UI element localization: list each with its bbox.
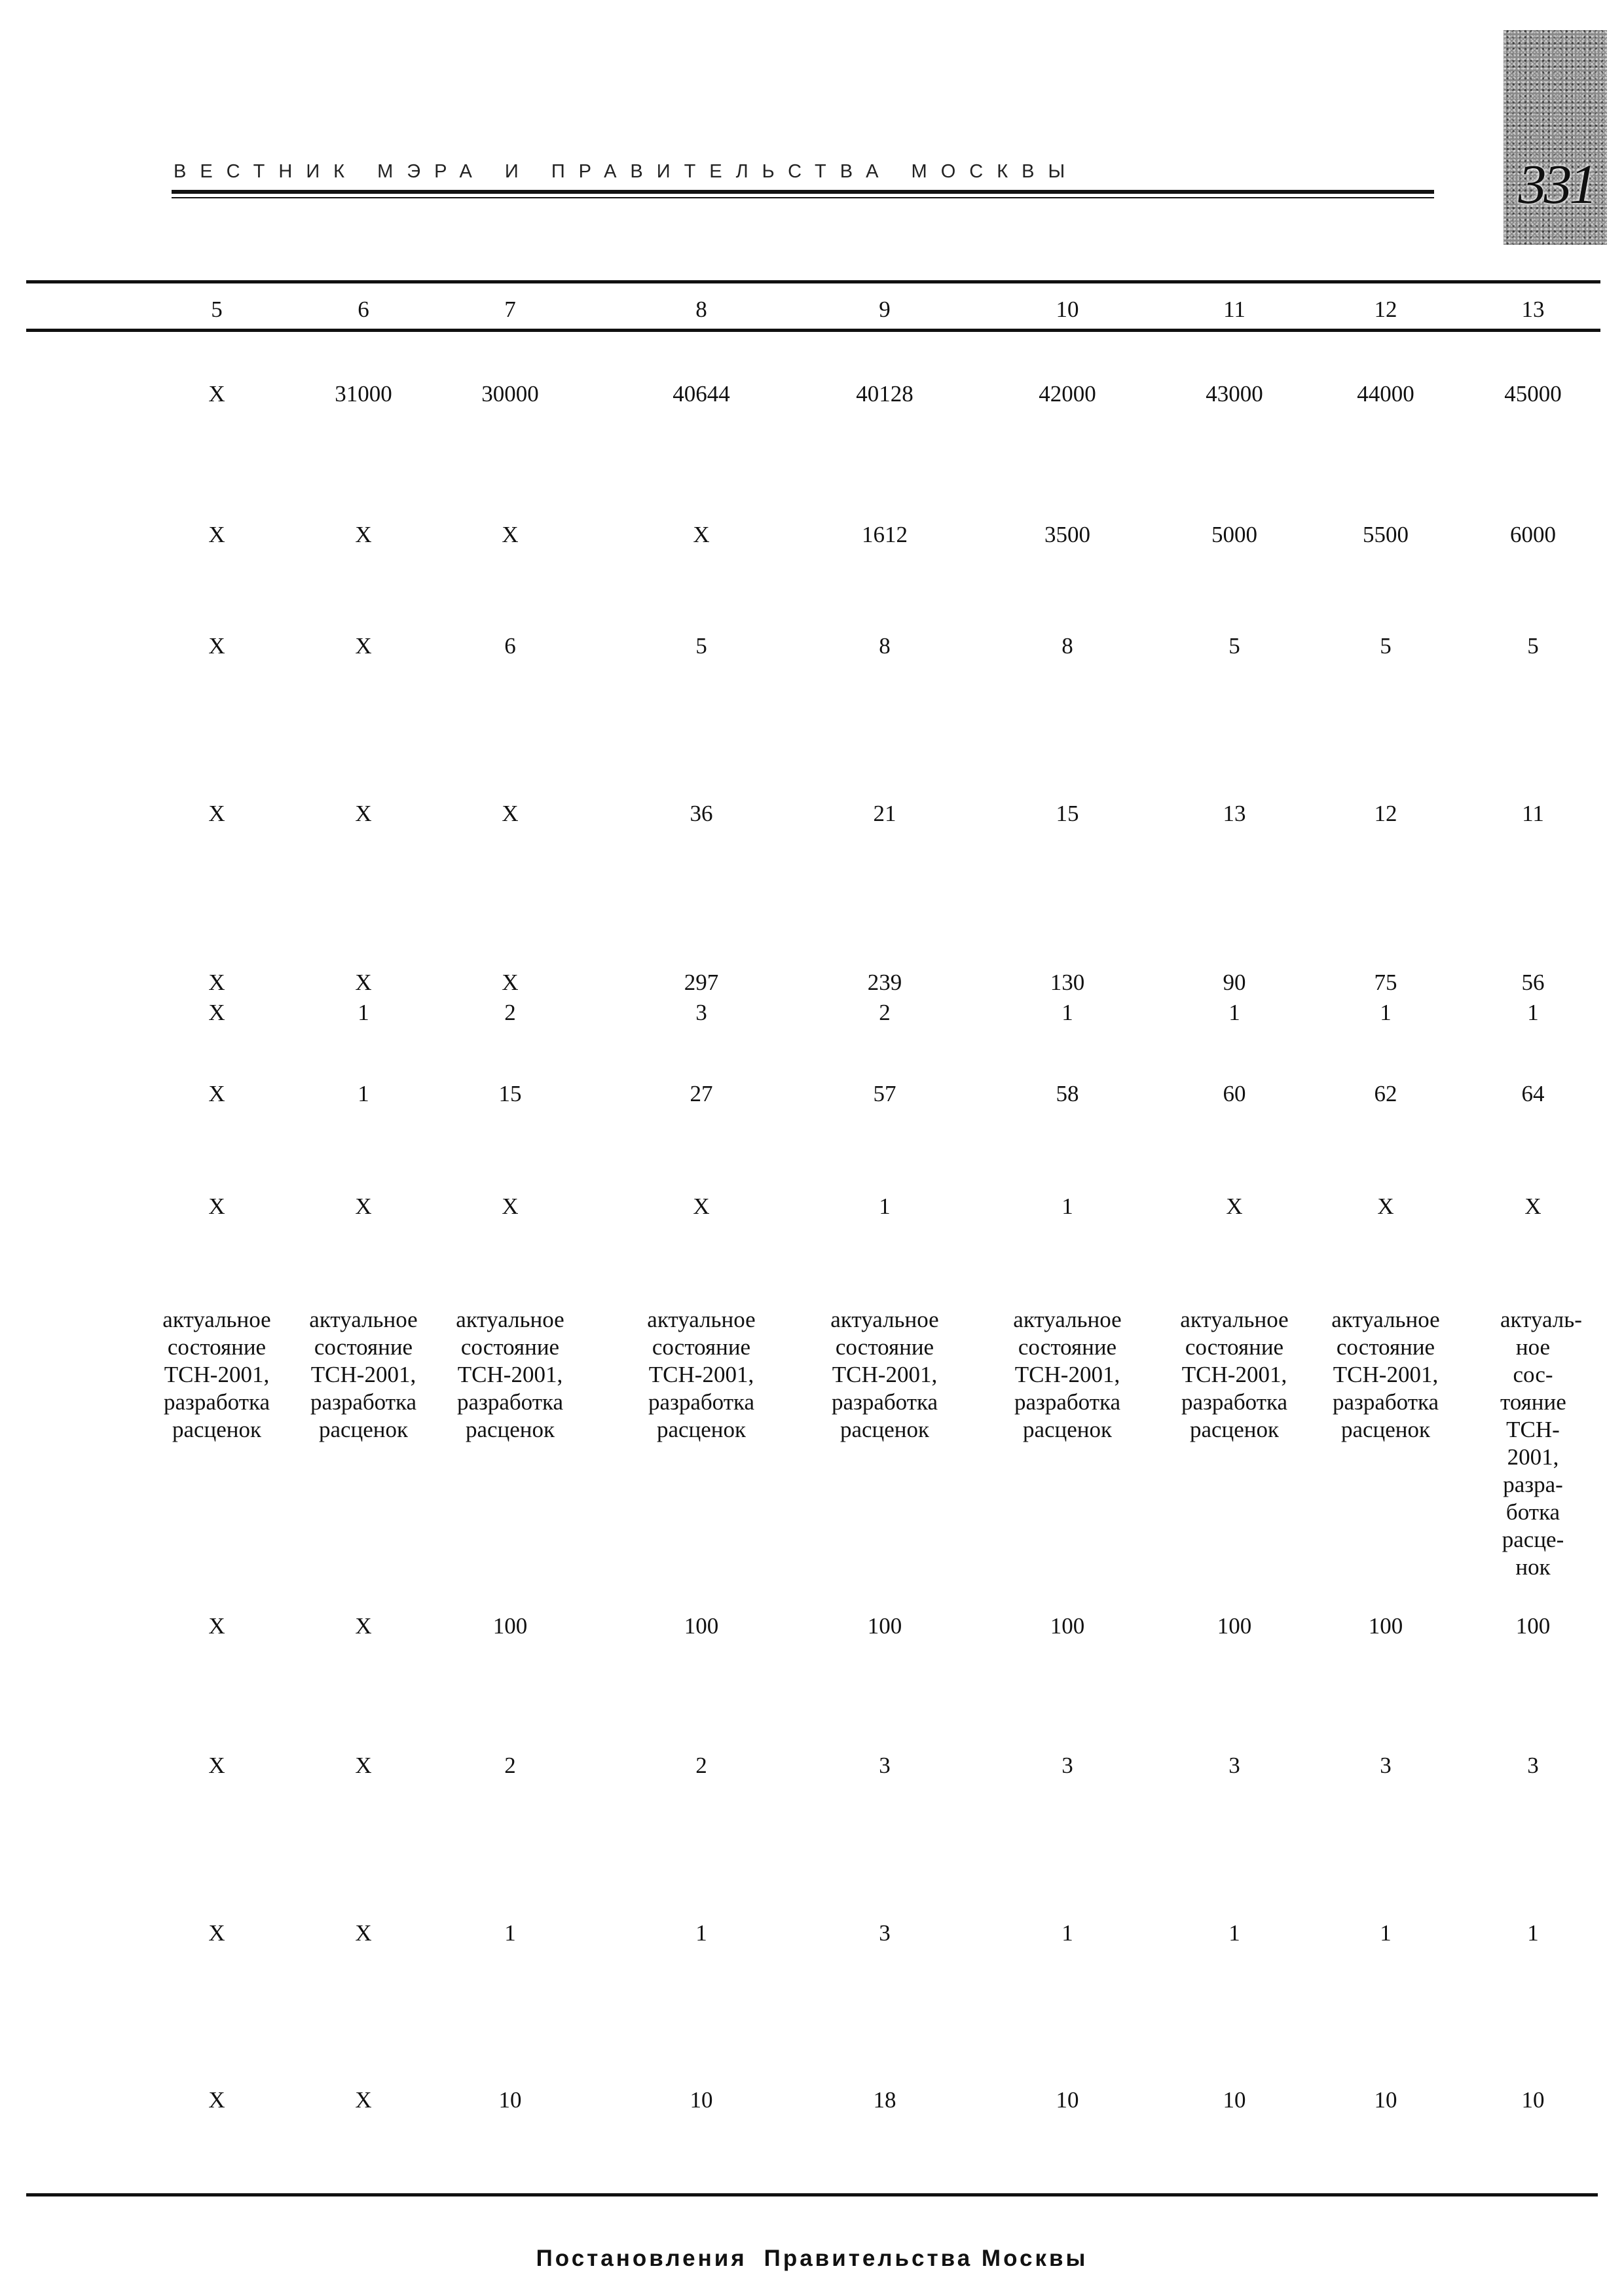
table-cell: 15 [1056, 801, 1079, 826]
table-cell: 100 [1217, 1613, 1252, 1639]
table-cell: 1 [1061, 1000, 1073, 1025]
table-cell: 5 [1228, 633, 1240, 659]
table-cell: 40128 [856, 381, 913, 407]
table-cell: 1 [504, 1920, 516, 1946]
table-cell-text: актуальное состояние ТСН-2001, разработка расценок [162, 1307, 271, 1442]
table-cell-text: актуальное состояние ТСН-2001, разработка расценок [309, 1307, 418, 1442]
table-cell: 90 [1223, 970, 1246, 995]
column-header: 10 [1056, 297, 1079, 322]
table-cell: Х [208, 1194, 225, 1219]
table-cell: 57 [873, 1081, 896, 1106]
table-cell: 2 [695, 1753, 707, 1778]
header-rule-thin [172, 197, 1434, 198]
table-cell: 5 [695, 633, 707, 659]
table-cell: 3 [879, 1920, 891, 1946]
table-cell: 100 [1515, 1613, 1551, 1639]
table-cell: Х [355, 1613, 372, 1639]
running-head: ВЕСТНИК МЭРА И ПРАВИТЕЛЬСТВА МОСКВЫ [174, 161, 1079, 182]
table-cell: 1 [1228, 1000, 1240, 1025]
table-cell: 1 [358, 1081, 369, 1106]
table-cell: 2 [504, 1000, 516, 1025]
table-cell: 13 [1223, 801, 1246, 826]
table-cell-text: актуальное состояние ТСН-2001, разработка расценок [830, 1307, 939, 1442]
table-cell-text: актуальное состояние ТСН-2001, разработка расценок [456, 1307, 564, 1442]
table-cell: Х [208, 1613, 225, 1639]
table-cell: 10 [1374, 2087, 1397, 2113]
table-cell: Х [355, 633, 372, 659]
table-cell: Х [693, 522, 710, 547]
table-cell: 3 [695, 1000, 707, 1025]
table-cell: Х [355, 1194, 372, 1219]
table-cell: 43000 [1206, 381, 1263, 407]
table-cell: Х [502, 801, 519, 826]
table-cell: 2 [879, 1000, 891, 1025]
table-cell: 21 [873, 801, 896, 826]
page-number: 331 [1518, 153, 1595, 215]
footer-title-left: Постановления [536, 2246, 747, 2271]
table-cell: 1 [358, 1000, 369, 1025]
table-cell: Х [355, 1753, 372, 1778]
footer-section-title [0, 2246, 1624, 2272]
column-header: 12 [1374, 297, 1397, 322]
table-cell: Х [502, 522, 519, 547]
table-cell-text: актуаль- ное сос- тояние ТСН- 2001, разра- ботка расце- нок [1500, 1307, 1582, 1580]
column-header: 13 [1521, 297, 1545, 322]
table-cell-text: актуальное состояние ТСН-2001, разработка расценок [1180, 1307, 1289, 1442]
footer-title-right: Правительства Москвы [764, 2246, 1088, 2271]
table-cell: 1 [1527, 1000, 1539, 1025]
table-cell: 10 [498, 2087, 522, 2113]
table-cell: 27 [690, 1081, 713, 1106]
table-cell: Х [502, 1194, 519, 1219]
table-cell-text: актуальное состояние ТСН-2001, разработка расценок [1013, 1307, 1122, 1442]
table-cell: 44000 [1357, 381, 1414, 407]
table-cell: 40644 [673, 381, 730, 407]
table-cell-text: актуальное состояние ТСН-2001, разработка расценок [647, 1307, 756, 1442]
table-cell: Х [208, 801, 225, 826]
table-cell: 100 [1368, 1613, 1403, 1639]
table-cell: 64 [1521, 1081, 1545, 1106]
table-cell: 58 [1056, 1081, 1079, 1106]
table-cell: 10 [1223, 2087, 1246, 2113]
table-cell: 100 [867, 1613, 902, 1639]
table-cell: Х [208, 633, 225, 659]
table-cell: 10 [1521, 2087, 1545, 2113]
table-cell: 5 [1380, 633, 1392, 659]
table-cell: 1612 [862, 522, 908, 547]
table-cell: 3 [879, 1753, 891, 1778]
table-cell: Х [208, 1081, 225, 1106]
column-header: 8 [695, 297, 707, 322]
table-cell: Х [208, 381, 225, 407]
table-cell-text: актуальное состояние ТСН-2001, разработка расценок [1331, 1307, 1440, 1442]
table-cell: 10 [690, 2087, 713, 2113]
table-cell: 239 [867, 970, 902, 995]
table-cell: 3 [1228, 1753, 1240, 1778]
table-cell: 30000 [481, 381, 539, 407]
table-cell: 15 [498, 1081, 522, 1106]
table-cell: 12 [1374, 801, 1397, 826]
table-cell: 31000 [335, 381, 392, 407]
table-cell: 1 [1380, 1920, 1392, 1946]
table-cell: 42000 [1039, 381, 1096, 407]
table-cell: 62 [1374, 1081, 1397, 1106]
table-cell: Х [208, 1753, 225, 1778]
table-cell: 56 [1521, 970, 1545, 995]
table-cell: 3 [1380, 1753, 1392, 1778]
table-cell: 36 [690, 801, 713, 826]
table-cell: 45000 [1504, 381, 1562, 407]
table-cell: 3 [1527, 1753, 1539, 1778]
table-cell: 100 [1050, 1613, 1085, 1639]
table-cell: 5 [1527, 633, 1539, 659]
table-cell: Х [1377, 1194, 1394, 1219]
column-header: 5 [211, 297, 223, 322]
table-cell: 1 [695, 1920, 707, 1946]
table-cell: 60 [1223, 1081, 1246, 1106]
table-cell: 75 [1374, 970, 1397, 995]
table-header-rule [26, 329, 1600, 332]
table-cell: Х [208, 1000, 225, 1025]
table-cell: Х [355, 970, 372, 995]
table-cell: 297 [684, 970, 719, 995]
table-cell: 1 [1061, 1194, 1073, 1219]
table-cell: Х [208, 522, 225, 547]
table-cell: Х [502, 970, 519, 995]
table-cell: 10 [1056, 2087, 1079, 2113]
table-cell: Х [693, 1194, 710, 1219]
table-cell: 2 [504, 1753, 516, 1778]
table-cell: Х [355, 2087, 372, 2113]
table-cell: Х [208, 1920, 225, 1946]
table-cell: 18 [873, 2087, 896, 2113]
table-cell: Х [208, 970, 225, 995]
table-cell: 8 [879, 633, 891, 659]
table-cell: 6000 [1510, 522, 1556, 547]
table-cell: 8 [1061, 633, 1073, 659]
table-bottom-rule [26, 2193, 1598, 2196]
header-rule-thick [172, 190, 1434, 194]
table-cell: 11 [1522, 801, 1544, 826]
table-cell: 5500 [1363, 522, 1409, 547]
table-cell: 100 [492, 1613, 528, 1639]
table-cell: Х [1524, 1194, 1541, 1219]
table-cell: 100 [684, 1613, 719, 1639]
table-cell: 5000 [1211, 522, 1257, 547]
table-cell: 1 [879, 1194, 891, 1219]
table-cell: 1 [1061, 1920, 1073, 1946]
table-top-rule [26, 280, 1600, 283]
table-cell: Х [208, 2087, 225, 2113]
column-header: 7 [504, 297, 516, 322]
table-cell: Х [1226, 1194, 1243, 1219]
table-cell: 3 [1061, 1753, 1073, 1778]
column-header: 6 [358, 297, 369, 322]
column-header: 11 [1223, 297, 1246, 322]
table-cell: 1 [1228, 1920, 1240, 1946]
table-cell: 6 [504, 633, 516, 659]
table-cell: Х [355, 801, 372, 826]
table-cell: 1 [1380, 1000, 1392, 1025]
table-cell: Х [355, 1920, 372, 1946]
column-header: 9 [879, 297, 891, 322]
table-cell: 1 [1527, 1920, 1539, 1946]
table-cell: 130 [1050, 970, 1085, 995]
table-cell: 3500 [1044, 522, 1090, 547]
table-cell: Х [355, 522, 372, 547]
